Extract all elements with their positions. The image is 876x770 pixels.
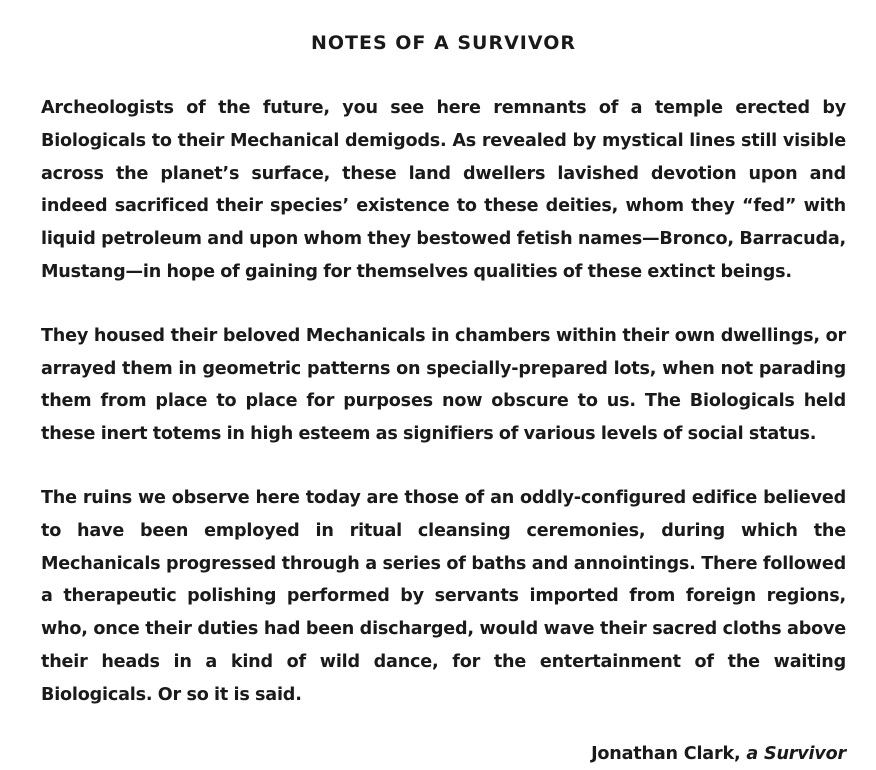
paragraph-1: Archeologists of the future, you see here remnants of a temple erected by Biologicals to their Mechanical demigods. As revealed by mystical lines still visible across the planet’s surface, these land dwellers lavished devotion upon and indeed sacrificed their species’ existence to these deities, whom they “fed” with liquid petroleum and upon whom they bestowed fetish names—Bronco, Barracuda, Mustang—in hope of gaining for themselves qualities of these extinct beings. bbox=[41, 98, 846, 282]
paragraph-3: The ruins we observe here today are those of an oddly-configured edifice believed to have been employed in ritual cleansing ceremonies, during which the Mechanicals progressed through a series of baths and annointings. There followed a therapeutic polishing performed by servants imported from foreign regions, who, once their duties had been discharged, would wave their sacred cloths above their heads in a kind of wild dance, for the entertainment of the waiting Biologicals. Or so it is said. bbox=[41, 487, 846, 705]
signature-author: Jonathan Clark, bbox=[591, 743, 741, 764]
paragraph-2: They housed their beloved Mechanicals in chambers within their own dwellings, or arrayed them in geometric patterns on specially-prepared lots, when not parading them from place to place for purposes now obscure to us. The Biologicals held these inert totems in high esteem as signifiers of various levels of social status. bbox=[41, 325, 846, 445]
document-title: NOTES OF A SURVIVOR bbox=[310, 32, 577, 54]
signature-role: a Survivor bbox=[746, 743, 846, 764]
document-page bbox=[41, 24, 846, 770]
signature bbox=[41, 738, 846, 770]
